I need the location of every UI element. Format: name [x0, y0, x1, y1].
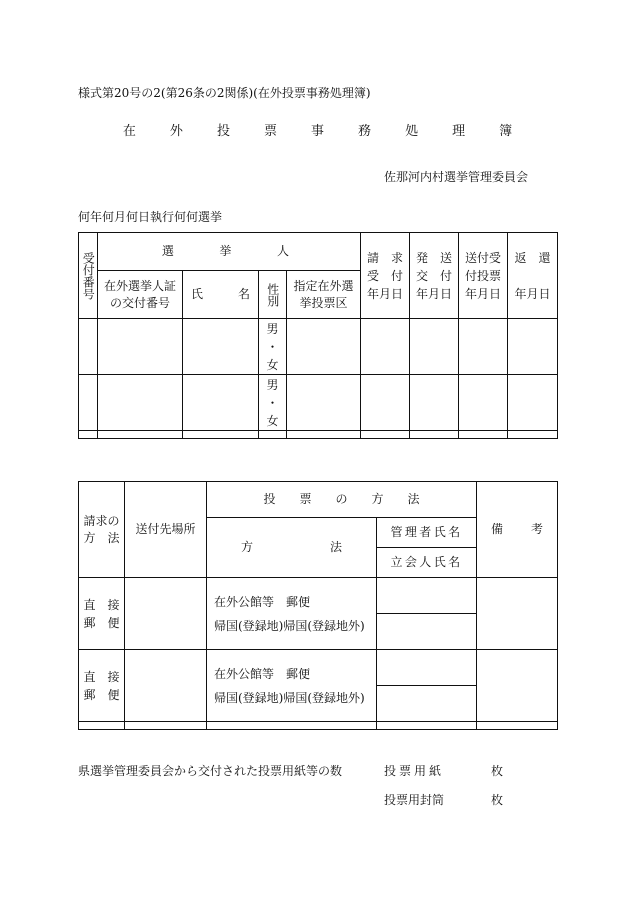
table-end-row — [79, 431, 558, 439]
page-title: 在 外 投 票 事 務 処 理 簿 — [122, 124, 528, 139]
ballot-paper-unit: 枚 — [491, 764, 504, 778]
send-date-header: 発 送 交 付 年月日 — [410, 233, 459, 319]
election-name: 何年何月何日執行何何選挙 — [78, 210, 223, 224]
witness-name-header: 立会人氏名 — [377, 548, 477, 578]
voter-group-header: 選 挙 人 — [98, 233, 361, 271]
admin-name-header: 管理者氏名 — [377, 518, 477, 548]
request-method-header: 請求の方 法 — [79, 482, 125, 578]
request-method-value: 直 接 郵 便 — [79, 650, 125, 722]
return-date-header: 返 還 年月日 — [508, 233, 558, 319]
request-date-header: 請 求 受 付 年月日 — [361, 233, 410, 319]
remarks-header: 備 考 — [477, 482, 558, 578]
sex-value: 男 ・ 女 — [259, 319, 287, 375]
table-end-row — [79, 722, 558, 730]
sex-header: 性別 — [259, 271, 287, 319]
method-value: 在外公館等 郵便 帰国(登録地)帰国(登録地外) — [207, 650, 377, 722]
issuer-name: 佐那河内村選挙管理委員会 — [384, 170, 529, 184]
voter-table — [78, 232, 558, 439]
table-row — [79, 578, 558, 614]
request-method-value: 直 接 郵 便 — [79, 578, 125, 650]
ballot-received-header: 送付受 付投票 年月日 — [459, 233, 508, 319]
method-value: 在外公館等 郵便 帰国(登録地)帰国(登録地外) — [207, 578, 377, 650]
form-reference: 様式第20号の2(第26条の2関係)(在外投票事務処理簿) — [78, 86, 371, 100]
ballot-count-label: 県選挙管理委員会から交付された投票用紙等の数 — [78, 764, 343, 778]
table-row — [79, 375, 558, 431]
ballot-envelope-unit: 枚 — [491, 793, 504, 807]
table-row — [79, 319, 558, 375]
method-header: 方 法 — [207, 518, 377, 578]
receipt-number-header: 受付番号 — [79, 233, 98, 319]
voting-method-group-header: 投 票 の 方 法 — [207, 482, 477, 518]
name-header: 氏 名 — [183, 271, 259, 319]
ballot-envelope-label: 投票用封筒 — [384, 793, 445, 807]
sex-value: 男 ・ 女 — [259, 375, 287, 431]
card-number-header: 在外選挙人証の交付番号 — [98, 271, 183, 319]
destination-header: 送付先場所 — [125, 482, 207, 578]
district-header: 指定在外選挙投票区 — [287, 271, 361, 319]
ballot-paper-label: 投票用紙 — [384, 764, 445, 778]
voting-method-table — [78, 481, 558, 730]
table-row — [79, 650, 558, 686]
